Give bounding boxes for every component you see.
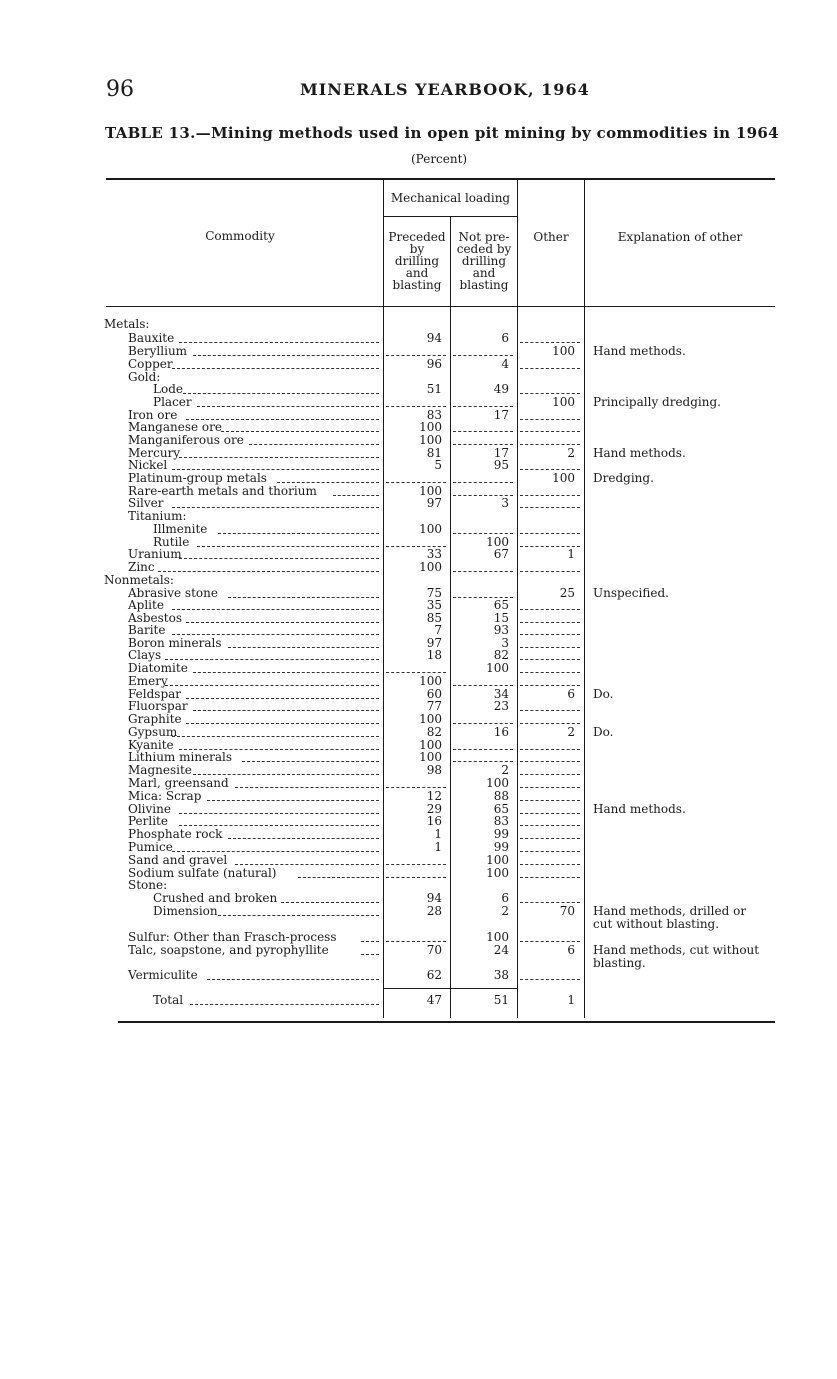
empty-cell-dash	[520, 622, 580, 623]
value-cell-c1: 100	[419, 420, 442, 434]
table-row	[0, 879, 837, 892]
explanation-note: Do.	[593, 687, 614, 701]
table-subtitle: (Percent)	[411, 152, 468, 166]
value-cell-c2: 2	[501, 904, 509, 918]
commodity-label: Silver	[128, 496, 164, 510]
value-cell-c1: 100	[419, 712, 442, 726]
value-cell-c2: 34	[493, 687, 509, 701]
commodity-label: Iron ore	[128, 408, 178, 422]
table-row	[0, 523, 837, 536]
dot-leader	[165, 685, 379, 686]
empty-cell-dash	[520, 634, 580, 635]
empty-cell-dash	[386, 941, 446, 942]
empty-cell-dash	[386, 787, 446, 788]
header-other: Other	[533, 230, 569, 244]
empty-cell-dash	[520, 979, 580, 980]
table-row	[0, 345, 837, 358]
commodity-label: Asbestos	[128, 611, 182, 625]
dot-leader	[179, 342, 379, 343]
dot-leader	[249, 444, 379, 445]
value-cell-c2: 6	[501, 891, 509, 905]
value-cell-c3: 2	[567, 725, 575, 739]
commodity-label: Placer	[153, 395, 192, 409]
explanation-note: Hand methods.	[593, 802, 686, 816]
value-cell-c1: 1	[434, 827, 442, 841]
empty-cell-dash	[520, 571, 580, 572]
commodity-label: Stone:	[128, 878, 168, 892]
dot-leader	[277, 482, 379, 483]
commodity-label: Lithium minerals	[128, 750, 233, 764]
value-cell-c3: 1	[567, 993, 575, 1007]
commodity-label: Nickel	[128, 458, 168, 472]
table-row	[0, 675, 837, 688]
value-cell-c2: 100	[486, 930, 509, 944]
value-cell-c2: 3	[501, 636, 509, 650]
value-cell-c1: 5	[434, 458, 442, 472]
dot-leader	[179, 825, 379, 826]
commodity-label: Sodium sulfate (natural)	[128, 866, 277, 880]
table-row	[0, 943, 837, 970]
value-cell-c2: 2	[501, 763, 509, 777]
empty-cell-dash	[453, 482, 513, 483]
empty-cell-dash	[386, 355, 446, 356]
dot-leader	[235, 864, 379, 865]
value-cell-c1: 60	[426, 687, 442, 701]
empty-cell-dash	[520, 419, 580, 420]
empty-cell-dash	[453, 749, 513, 750]
dot-leader	[186, 698, 379, 699]
table-row	[0, 904, 837, 931]
table-row	[0, 841, 837, 854]
dot-leader	[183, 393, 379, 394]
value-cell-c1: 100	[419, 738, 442, 752]
value-cell-c2: 100	[486, 853, 509, 867]
empty-cell-dash	[453, 533, 513, 534]
empty-cell-dash	[520, 368, 580, 369]
commodity-label: Gypsum	[128, 725, 178, 739]
value-cell-c1: 29	[426, 802, 442, 816]
dot-leader	[281, 902, 379, 903]
value-cell-c1: 94	[426, 891, 442, 905]
commodity-label: Manganese ore	[128, 420, 222, 434]
commodity-label: Mica: Scrap	[128, 789, 202, 803]
dot-leader	[179, 558, 379, 559]
dot-leader	[186, 622, 379, 623]
commodity-label: Gold:	[128, 370, 161, 384]
value-cell-c1: 33	[426, 547, 442, 561]
empty-cell-dash	[520, 507, 580, 508]
value-cell-c2: 49	[493, 382, 509, 396]
empty-cell-dash	[520, 533, 580, 534]
running-head: MINERALS YEARBOOK, 1964	[300, 80, 590, 99]
value-cell-c1: 47	[426, 993, 442, 1007]
explanation-note: Dredging.	[593, 471, 654, 485]
commodity-label: Zinc	[128, 560, 155, 574]
commodity-label: Metals:	[104, 317, 150, 331]
commodity-label: Magnesite	[128, 763, 192, 777]
value-cell-c2: 99	[493, 827, 509, 841]
empty-cell-dash	[520, 609, 580, 610]
value-cell-c1: 82	[426, 725, 442, 739]
empty-cell-dash	[520, 902, 580, 903]
header-explanation: Explanation of other	[617, 230, 743, 244]
empty-cell-dash	[386, 877, 446, 878]
empty-cell-dash	[453, 406, 513, 407]
value-cell-c1: 70	[426, 943, 442, 957]
value-cell-c2: 17	[493, 446, 509, 460]
dot-leader	[186, 723, 379, 724]
table-row	[0, 396, 837, 409]
commodity-label: Boron minerals	[128, 636, 222, 650]
empty-cell-dash	[520, 774, 580, 775]
empty-cell-dash	[520, 877, 580, 878]
empty-cell-dash	[453, 761, 513, 762]
dot-leader	[179, 457, 379, 458]
empty-cell-dash	[386, 406, 446, 407]
value-cell-c1: 100	[419, 522, 442, 536]
table-row	[0, 994, 837, 1007]
empty-cell-dash	[520, 444, 580, 445]
value-cell-c1: 100	[419, 674, 442, 688]
empty-cell-dash	[520, 723, 580, 724]
header-commodity: Commodity	[205, 229, 275, 243]
empty-cell-dash	[520, 787, 580, 788]
empty-cell-dash	[453, 685, 513, 686]
explanation-note: Hand methods, drilled or cut without blasting.	[593, 904, 747, 931]
empty-cell-dash	[520, 761, 580, 762]
value-cell-c2: 67	[493, 547, 509, 561]
value-cell-c2: 4	[501, 357, 509, 371]
empty-cell-dash	[520, 825, 580, 826]
dot-leader	[193, 672, 379, 673]
value-cell-c2: 65	[493, 598, 509, 612]
table-row	[0, 828, 837, 841]
commodity-label: Platinum-group metals	[128, 471, 267, 485]
value-cell-c2: 100	[486, 776, 509, 790]
empty-cell-dash	[453, 571, 513, 572]
commodity-label: Lode	[153, 382, 183, 396]
dot-leader	[172, 368, 379, 369]
dot-leader	[228, 838, 379, 839]
value-cell-c3: 6	[567, 943, 575, 957]
table-row	[0, 969, 837, 982]
value-cell-c1: 100	[419, 433, 442, 447]
value-cell-c1: 16	[426, 814, 442, 828]
dot-leader	[197, 406, 379, 407]
commodity-label: Beryllium	[128, 344, 188, 358]
value-cell-c2: 93	[493, 623, 509, 637]
value-cell-c1: 83	[426, 408, 442, 422]
dot-leader	[207, 800, 379, 801]
value-cell-c3: 25	[559, 586, 575, 600]
dot-leader	[172, 634, 379, 635]
dot-leader	[172, 507, 379, 508]
value-cell-c2: 100	[486, 661, 509, 675]
dot-leader	[172, 469, 379, 470]
dot-leader	[165, 659, 379, 660]
commodity-label: Vermiculite	[128, 968, 198, 982]
empty-cell-dash	[386, 864, 446, 865]
value-cell-c2: 88	[493, 789, 509, 803]
page-number: 96	[106, 77, 134, 102]
value-cell-c2: 65	[493, 802, 509, 816]
empty-cell-dash	[453, 723, 513, 724]
commodity-label: Clays	[128, 648, 162, 662]
table-row	[0, 497, 837, 510]
value-cell-c2: 95	[493, 458, 509, 472]
value-cell-c1: 18	[426, 648, 442, 662]
commodity-label: Phosphate rock	[128, 827, 223, 841]
value-cell-c2: 100	[486, 535, 509, 549]
empty-cell-dash	[453, 431, 513, 432]
value-cell-c1: 96	[426, 357, 442, 371]
value-cell-c3: 70	[559, 904, 575, 918]
commodity-label: Crushed and broken	[153, 891, 278, 905]
value-cell-c2: 6	[501, 331, 509, 345]
empty-cell-dash	[520, 647, 580, 648]
dot-leader	[158, 571, 379, 572]
empty-cell-dash	[520, 838, 580, 839]
empty-cell-dash	[386, 672, 446, 673]
value-cell-c2: 51	[493, 993, 509, 1007]
commodity-label: Nonmetals:	[104, 573, 174, 587]
commodity-label: Kyanite	[128, 738, 174, 752]
table-row	[0, 777, 837, 790]
dot-leader	[190, 1004, 379, 1005]
value-cell-c3: 1	[567, 547, 575, 561]
commodity-label: Dimension	[153, 904, 218, 918]
commodity-label: Emery	[128, 674, 168, 688]
commodity-label: Copper	[128, 357, 173, 371]
table-row	[0, 332, 837, 345]
dot-leader	[193, 774, 379, 775]
table-row	[0, 574, 837, 587]
value-cell-c2: 38	[493, 968, 509, 982]
value-cell-c1: 28	[426, 904, 442, 918]
value-cell-c1: 100	[419, 484, 442, 498]
value-cell-c2: 23	[493, 699, 509, 713]
empty-cell-dash	[520, 710, 580, 711]
commodity-label: Talc, soapstone, and pyrophyllite	[128, 943, 329, 957]
commodity-label: Abrasive stone	[128, 586, 218, 600]
explanation-note: Hand methods, cut without blasting.	[593, 943, 760, 970]
value-cell-c1: 75	[426, 586, 442, 600]
value-cell-c1: 100	[419, 750, 442, 764]
dot-leader	[235, 787, 379, 788]
value-cell-c2: 83	[493, 814, 509, 828]
value-cell-c1: 12	[426, 789, 442, 803]
commodity-label: Feldspar	[128, 687, 182, 701]
empty-cell-dash	[453, 355, 513, 356]
value-cell-c1: 100	[419, 560, 442, 574]
value-cell-c2: 99	[493, 840, 509, 854]
value-cell-c1: 62	[426, 968, 442, 982]
dot-leader	[333, 495, 379, 496]
empty-cell-dash	[520, 813, 580, 814]
value-cell-c2: 16	[493, 725, 509, 739]
value-cell-c2: 24	[493, 943, 509, 957]
value-cell-c1: 85	[426, 611, 442, 625]
table-row	[0, 751, 837, 764]
empty-cell-dash	[520, 864, 580, 865]
empty-cell-dash	[520, 941, 580, 942]
commodity-label: Perlite	[128, 814, 168, 828]
dot-leader	[361, 954, 379, 955]
table-row	[0, 790, 837, 803]
commodity-label: Uranium	[128, 547, 182, 561]
table-row	[0, 649, 837, 662]
commodity-label: Olivine	[128, 802, 171, 816]
empty-cell-dash	[520, 851, 580, 852]
empty-cell-dash	[386, 482, 446, 483]
empty-cell-dash	[520, 685, 580, 686]
table-row	[0, 854, 837, 867]
table-row	[0, 358, 837, 371]
dot-leader	[207, 979, 379, 980]
commodity-label: Diatomite	[128, 661, 188, 675]
empty-cell-dash	[520, 495, 580, 496]
commodity-label: Titanium:	[128, 509, 187, 523]
commodity-label: Sulfur: Other than Frasch-process	[128, 930, 337, 944]
table-row	[0, 764, 837, 777]
commodity-label: Fluorspar	[128, 699, 188, 713]
value-cell-c3: 100	[552, 395, 575, 409]
empty-cell-dash	[520, 469, 580, 470]
dot-leader	[193, 355, 379, 356]
value-cell-c2: 82	[493, 648, 509, 662]
commodity-label: Manganiferous ore	[128, 433, 244, 447]
explanation-note: Principally dredging.	[593, 395, 721, 409]
value-cell-c1: 81	[426, 446, 442, 460]
dot-leader	[361, 941, 379, 942]
dot-leader	[242, 761, 379, 762]
value-cell-c1: 51	[426, 382, 442, 396]
commodity-label: Barite	[128, 623, 166, 637]
value-cell-c1: 94	[426, 331, 442, 345]
value-cell-c1: 7	[434, 623, 442, 637]
dot-leader	[298, 877, 379, 878]
value-cell-c2: 15	[493, 611, 509, 625]
empty-cell-dash	[520, 659, 580, 660]
value-cell-c1: 77	[426, 699, 442, 713]
dot-leader	[218, 533, 379, 534]
empty-cell-dash	[453, 444, 513, 445]
dot-leader	[193, 710, 379, 711]
table-row	[0, 624, 837, 637]
table-title: TABLE 13.—Mining methods used in open pit mining by commodities in 1964	[105, 124, 779, 142]
dot-leader	[179, 813, 379, 814]
dot-leader	[228, 597, 379, 598]
value-cell-c3: 100	[552, 344, 575, 358]
explanation-note: Hand methods.	[593, 344, 686, 358]
dot-leader	[221, 431, 379, 432]
commodity-label: Rare-earth metals and thorium	[128, 484, 317, 498]
explanation-note: Do.	[593, 725, 614, 739]
commodity-label: Bauxite	[128, 331, 175, 345]
table-row	[0, 318, 837, 331]
header-preceded: Preceded by drilling and blasting	[388, 230, 446, 292]
table-row	[0, 713, 837, 726]
dot-leader	[172, 736, 379, 737]
header-mechanical-loading: Mechanical loading	[390, 191, 511, 205]
dot-leader	[172, 609, 379, 610]
empty-cell-dash	[520, 749, 580, 750]
commodity-label: Illmenite	[153, 522, 208, 536]
commodity-label: Aplite	[128, 598, 164, 612]
dot-leader	[228, 647, 379, 648]
commodity-label: Total	[153, 993, 184, 1007]
value-cell-c1: 1	[434, 840, 442, 854]
empty-cell-dash	[520, 672, 580, 673]
value-cell-c2: 3	[501, 496, 509, 510]
value-cell-c1: 98	[426, 763, 442, 777]
table-row	[0, 599, 837, 612]
value-cell-c2: 17	[493, 408, 509, 422]
commodity-label: Pumice	[128, 840, 173, 854]
value-cell-c3: 100	[552, 471, 575, 485]
commodity-label: Mercury	[128, 446, 181, 460]
empty-cell-dash	[520, 431, 580, 432]
dot-leader	[197, 546, 379, 547]
value-cell-c1: 97	[426, 636, 442, 650]
value-cell-c3: 2	[567, 446, 575, 460]
explanation-note: Hand methods.	[593, 446, 686, 460]
empty-cell-dash	[520, 800, 580, 801]
value-cell-c2: 100	[486, 866, 509, 880]
dot-leader	[172, 851, 379, 852]
dot-leader	[218, 915, 379, 916]
header-not-preceded: Not pre- ceded by drilling and blasting	[456, 230, 512, 292]
value-cell-c1: 97	[426, 496, 442, 510]
table-row	[0, 459, 837, 472]
commodity-label: Sand and gravel	[128, 853, 228, 867]
table-row	[0, 434, 837, 447]
empty-cell-dash	[520, 393, 580, 394]
value-cell-c1: 35	[426, 598, 442, 612]
commodity-label: Graphite	[128, 712, 182, 726]
table-row	[0, 815, 837, 828]
value-cell-c3: 6	[567, 687, 575, 701]
commodity-label: Marl, greensand	[128, 776, 229, 790]
commodity-label: Rutile	[153, 535, 190, 549]
empty-cell-dash	[520, 342, 580, 343]
explanation-note: Unspecified.	[593, 586, 669, 600]
